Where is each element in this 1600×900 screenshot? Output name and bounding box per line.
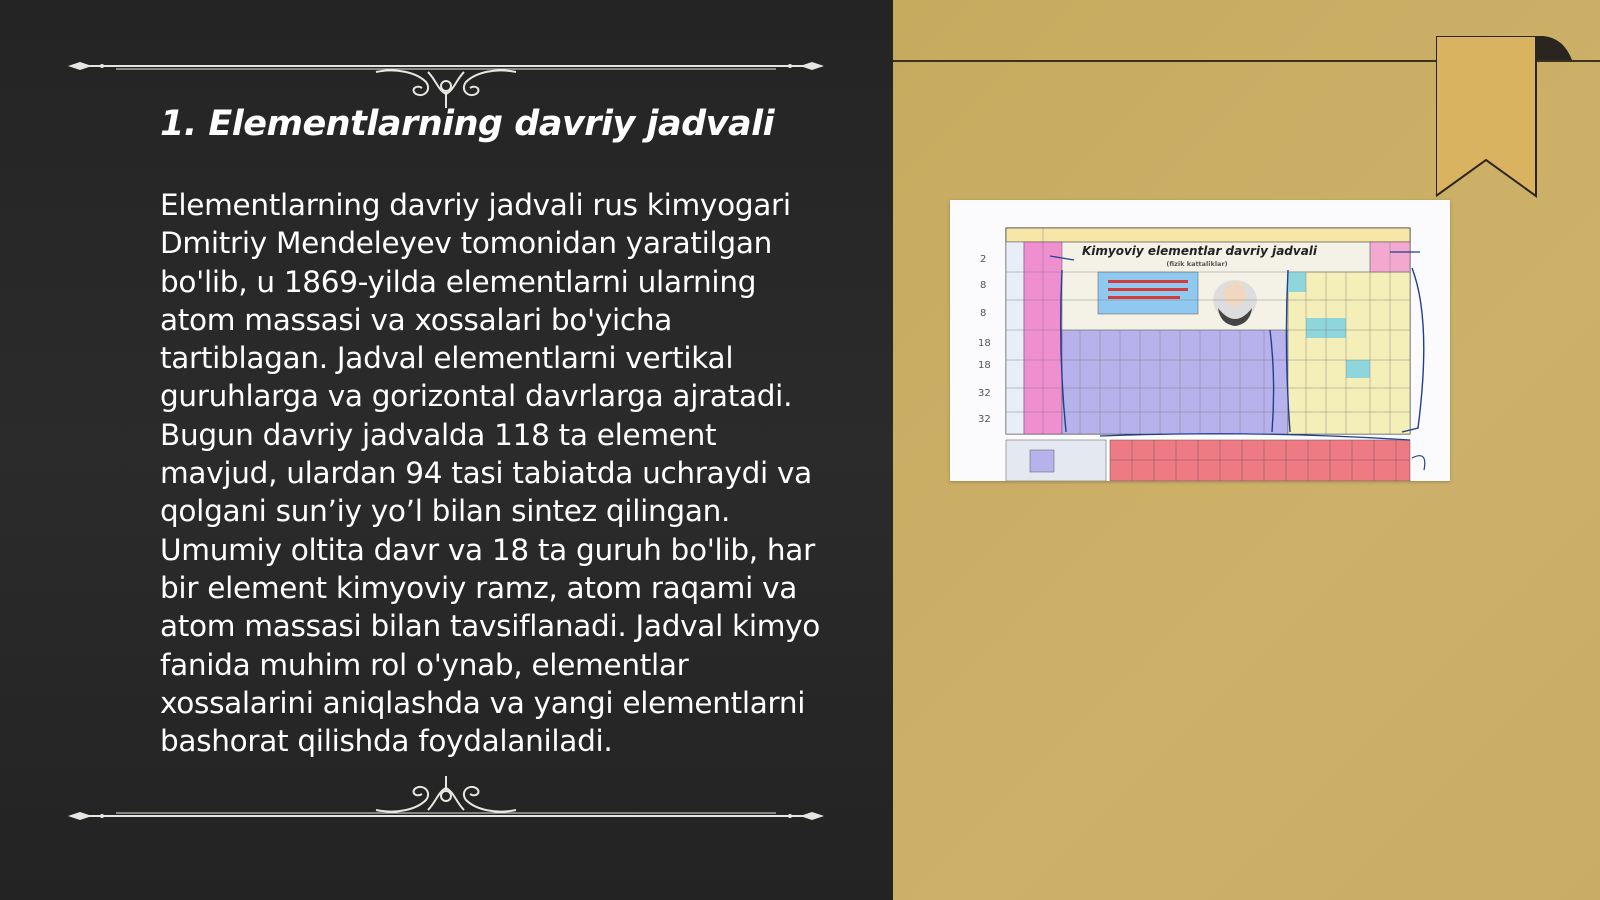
periodic-table-subtitle: (fizik kattaliklar)	[1166, 260, 1228, 268]
bottom-ornament-divider	[66, 772, 826, 832]
svg-text:18: 18	[978, 360, 991, 371]
slide-title: 1. Elementlarning davriy jadvali	[160, 104, 775, 144]
svg-text:32: 32	[978, 414, 991, 425]
bookmark-ribbon-icon	[1436, 36, 1586, 201]
body-paragraph: Elementlarning davriy jadvali rus kimyogari Dmitriy Mendeleyev tomonidan yaratilgan bo'lib, u 1869-yilda elementlarni ularning atom massasi va xossalari bo'yicha tartiblagan. Jadval elementlarni vertikal guruhlarga va gorizontal davrlarga ajratadi. Bugun davriy jadvalda 118 ta element mavjud, ulardan 94 tasi tabiatda uchraydi va qolgani sun’iy yo’l bilan sintez qilingan. Umumiy oltita davr va 18 ta guruh bo'lib, har bir element kimyoviy ramz, atom raqami va atom massasi bilan tavsiflanadi. Jadval kimyo fanida muhim rol o'ynab, elementlar xossalarini aniqlashda va yangi elementlarni bashorat qilishda foydalaniladi.	[160, 188, 821, 759]
periodic-table-title: Kimyoviy elementlar davriy jadvali	[1082, 244, 1318, 258]
svg-text:8: 8	[980, 308, 987, 319]
svg-text:18: 18	[978, 338, 991, 349]
svg-text:8: 8	[980, 280, 987, 291]
top-ornament-divider	[66, 50, 826, 110]
svg-text:32: 32	[978, 388, 991, 399]
periodic-table-image	[950, 200, 1450, 481]
svg-text:2: 2	[980, 254, 987, 265]
